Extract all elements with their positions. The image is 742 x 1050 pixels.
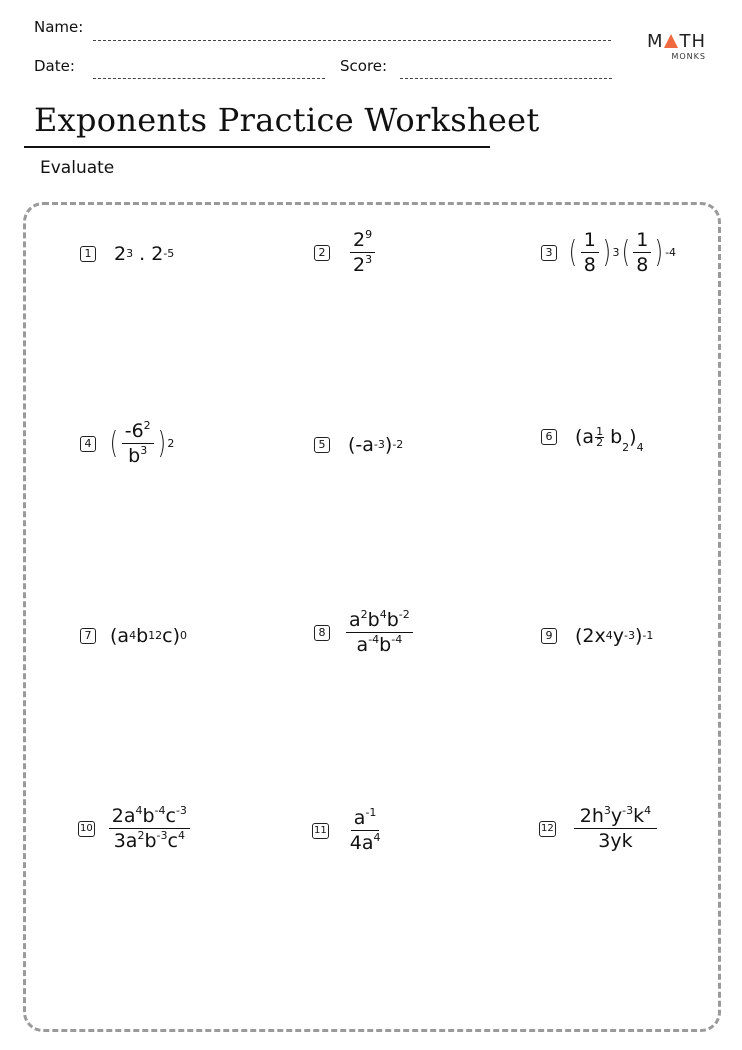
score-label: Score: — [340, 57, 388, 75]
problem-6 — [541, 425, 644, 454]
problem-expression: 2 3 . 2 -5 — [114, 243, 175, 265]
problem-5 — [314, 434, 403, 456]
problem-10 — [78, 806, 192, 851]
problem-8 — [314, 610, 415, 655]
triangle-icon — [664, 34, 678, 48]
problem-number: 7 — [80, 628, 96, 644]
logo-text-th: TH — [679, 31, 706, 52]
problem-number: 1 — [80, 246, 96, 262]
name-label: Name: — [34, 18, 84, 36]
problem-expression: $\frac{2^9}{2^3}$ — [348, 230, 377, 275]
score-field[interactable] — [400, 78, 612, 79]
problem-number: 6 — [541, 429, 557, 445]
problem-number: 2 — [314, 245, 330, 261]
problem-expression: $\frac{2h^3y^{-3}k^4}{3yk}$ — [572, 806, 659, 851]
problem-expression: $\frac{a^2b^4b^{-2}}{a^{-4}b^{-4}}$ — [344, 610, 415, 655]
problem-4 — [80, 421, 174, 466]
math-monks-logo — [646, 33, 706, 61]
problem-12 — [539, 806, 659, 851]
problem-number: 10 — [78, 821, 95, 837]
logo-text-m: M — [646, 31, 664, 52]
problem-2 — [314, 230, 377, 275]
problem-number: 11 — [312, 823, 329, 839]
page-title: Exponents Practice Worksheet — [34, 101, 540, 139]
problem-expression: (2x 4 y -3 ) -1 — [575, 625, 654, 647]
title-underline — [24, 146, 490, 148]
problem-number: 12 — [539, 821, 556, 837]
problem-9 — [541, 625, 653, 647]
problem-number: 5 — [314, 437, 330, 453]
problem-number: 3 — [541, 245, 557, 261]
problem-1 — [80, 243, 174, 265]
logo-subtext: MONKS — [671, 52, 706, 61]
problem-number: 8 — [314, 625, 330, 641]
problem-expression: $\frac{a^{-1}}{4a^4}$ — [349, 806, 381, 854]
name-field[interactable] — [93, 40, 611, 41]
instruction-text: Evaluate — [40, 158, 115, 178]
problem-number: 4 — [80, 436, 96, 452]
problem-expression: (a 4 b 12 c ) 0 — [110, 625, 187, 647]
problem-expression: (-a -3 ) -2 — [348, 434, 404, 456]
date-field[interactable] — [93, 78, 325, 79]
problem-3 — [541, 230, 676, 275]
date-label: Date: — [34, 57, 75, 75]
problem-expression: ( $\frac{1}{8}$ ) 3 ( $\frac{1}{8}$ ) -4 — [568, 229, 677, 276]
problem-7 — [80, 625, 187, 647]
problem-number: 9 — [541, 628, 557, 644]
problem-expression: (a 1 2 b 2 ) 4 — [575, 425, 644, 454]
problem-expression: ( $\frac{-6^2}{b^3}$ ) 2 — [109, 419, 175, 467]
problem-expression: $\frac{2a^4b^{-4}c^{-3}}{3a^2b^{-3}c^4}$ — [107, 806, 192, 851]
problem-11 — [312, 808, 385, 853]
